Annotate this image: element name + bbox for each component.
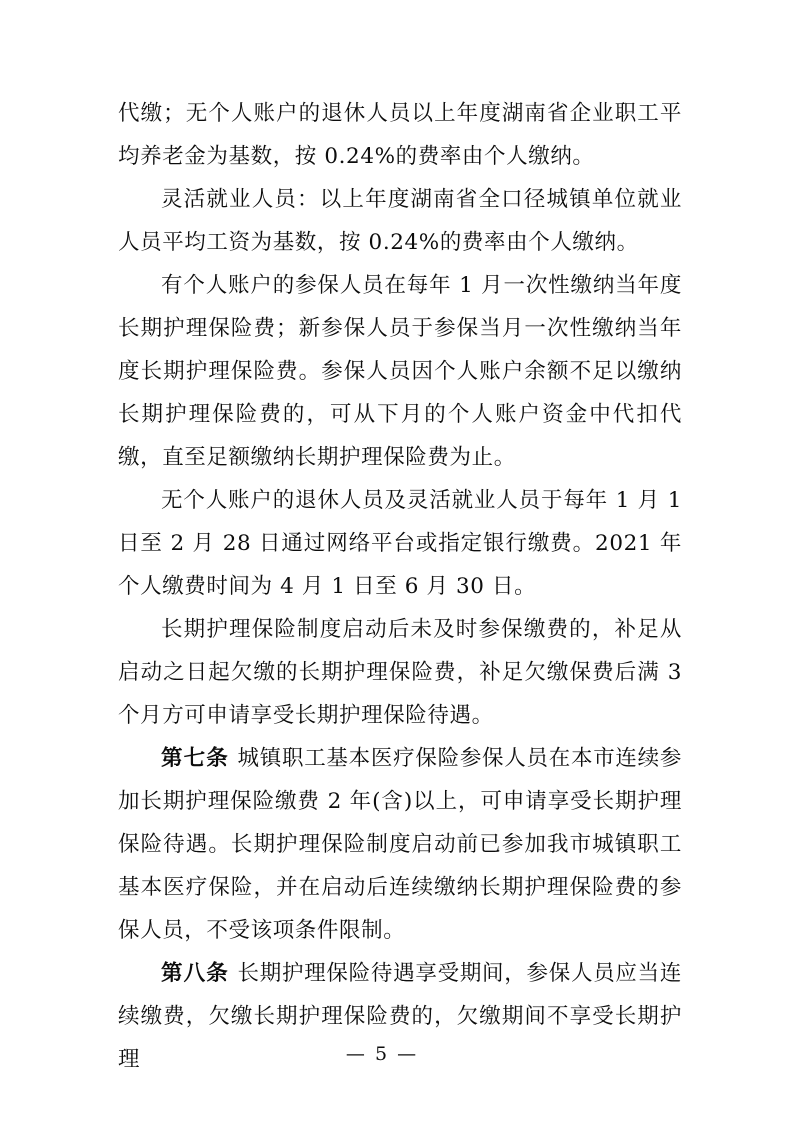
page-footer xyxy=(0,1043,794,1065)
article-seven-text: 城镇职工基本医疗保险参保人员在本市连续参加长期护理保险缴费 2 年(含)以上，可申请享受长期护理保险待遇。长期护理保险制度启动前已参加我市城镇职工基本医疗保险，并在启动后连续缴纳长期护理保险费的参保人员，不受该项条件限制。 xyxy=(118,746,682,943)
page-number: — 5 — xyxy=(345,1043,419,1065)
article-label-seven: 第七条 xyxy=(161,746,238,771)
paragraph-article-seven xyxy=(118,737,682,952)
paragraph-payment-schedule: 有个人账户的参保人员在每年 1 月一次性缴纳当年度长期护理保险费；新参保人员于参保当月一次性缴纳当年度长期护理保险费。参保人员因个人账户余额不足以缴纳长期护理保险费的，可从下月的个人账户资金中代扣代缴，直至足额缴纳长期护理保险费为止。 xyxy=(118,273,682,470)
paragraph-late-enrollment: 长期护理保险制度启动后未及时参保缴费的，补足从启动之日起欠缴的长期护理保险费，补足欠缴保费后满 3 个月方可申请享受长期护理保险待遇。 xyxy=(118,617,682,728)
article-eight-text: 长期护理保险待遇享受期间，参保人员应当连续缴费，欠缴长期护理保险费的，欠缴期间不享受长期护理 xyxy=(118,961,682,1072)
paragraph-no-account-payment: 无个人账户的退休人员及灵活就业人员于每年 1 月 1 日至 2 月 28 日通过网络平台或指定银行缴费。2021 年个人缴费时间为 4 月 1 日至 6 月 30 日。 xyxy=(118,488,682,599)
document-body xyxy=(118,92,682,1081)
paragraph-flexible-employment: 灵活就业人员：以上年度湖南省全口径城镇单位就业人员平均工资为基数，按 0.24%的费率由个人缴纳。 xyxy=(118,187,682,255)
paragraph-continuation: 代缴；无个人账户的退休人员以上年度湖南省企业职工平均养老金为基数，按 0.24%的费率由个人缴纳。 xyxy=(118,101,682,169)
article-label-eight: 第八条 xyxy=(161,961,238,986)
